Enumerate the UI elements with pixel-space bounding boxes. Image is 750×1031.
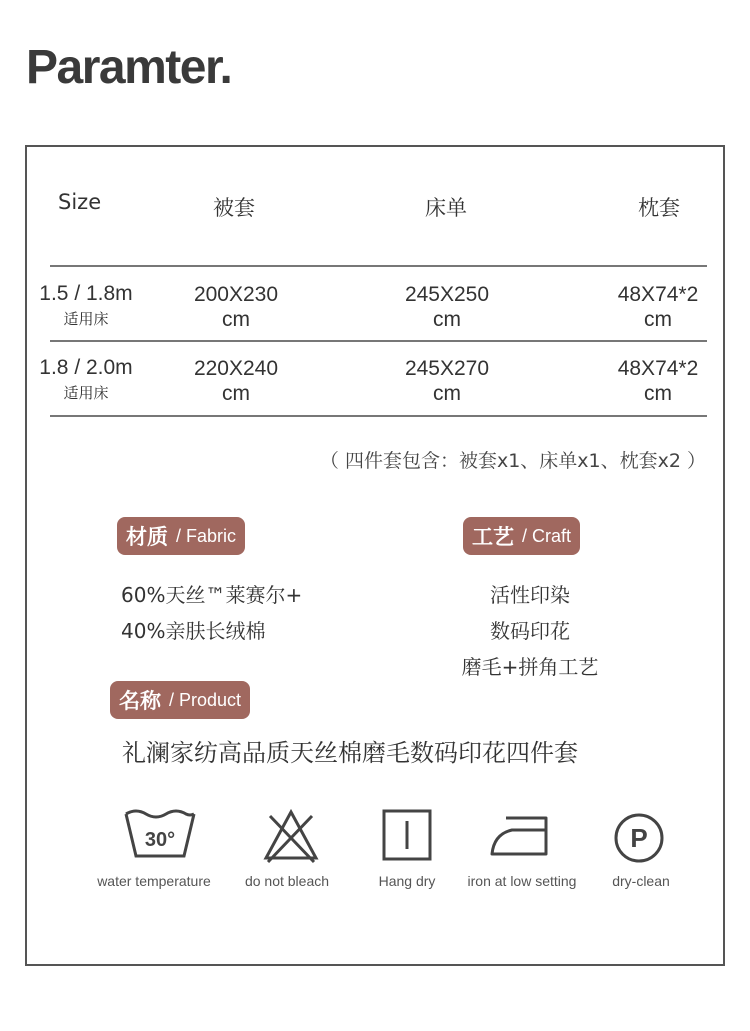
cell-value: 245X270 (404, 357, 490, 380)
craft-line: 数码印花 (490, 619, 570, 643)
fabric-label-zh: 材质 (126, 525, 168, 549)
table-row-size (34, 356, 138, 403)
fabric-line: 60%天丝™莱赛尔+ (121, 583, 303, 607)
header-duvet: 被套 (213, 196, 255, 220)
dry-clean-icon (612, 811, 666, 865)
table-divider (50, 340, 707, 342)
product-name: 礼澜家纺高品质天丝棉磨毛数码印花四件套 (122, 739, 578, 767)
cell-unit: cm (433, 308, 461, 331)
fabric-label-en: / Fabric (176, 525, 237, 546)
sheet-size-cell (387, 282, 507, 332)
pillow-size-cell (598, 356, 718, 406)
sheet-size-cell (387, 356, 507, 406)
table-divider (50, 415, 707, 417)
cell-value: 200X230 (193, 283, 279, 306)
page-title: Paramter. (26, 41, 232, 94)
cell-value: 48X74*2 (617, 283, 699, 306)
product-label-zh: 名称 (119, 689, 161, 713)
wash-30-icon (122, 806, 198, 864)
care-label-dry-clean: dry-clean (612, 873, 670, 889)
cell-value: 220X240 (193, 357, 279, 380)
iron-low-icon (488, 812, 552, 858)
cell-unit: cm (644, 382, 672, 405)
hang-dry-icon (382, 809, 432, 861)
cell-unit: cm (644, 308, 672, 331)
size-value: 1.5 / 1.8m (39, 282, 133, 305)
craft-label-en: / Craft (522, 525, 572, 546)
care-label-do-not-bleach: do not bleach (244, 873, 330, 889)
pillow-size-cell (598, 282, 718, 332)
care-label-water-temperature: water temperature (97, 873, 211, 889)
cell-value: 48X74*2 (617, 357, 699, 380)
cell-value: 245X250 (404, 283, 490, 306)
fabric-line: 40%亲肤长绒棉 (121, 619, 266, 643)
header-size: Size (58, 190, 102, 214)
fabric-badge (117, 517, 245, 555)
cell-unit: cm (433, 382, 461, 405)
table-row-size (34, 282, 138, 329)
header-sheet: 床单 (425, 196, 467, 220)
craft-badge (463, 517, 580, 555)
no-bleach-icon (262, 808, 320, 864)
product-badge (110, 681, 250, 719)
duvet-size-cell (176, 282, 296, 332)
size-note: 适用床 (63, 384, 109, 402)
cell-unit: cm (222, 308, 250, 331)
care-label-hang-dry: Hang dry (378, 873, 436, 889)
duvet-size-cell (176, 356, 296, 406)
size-value: 1.8 / 2.0m (39, 356, 133, 379)
set-contents-note: （ 四件套包含：被套x1、床单x1、枕套x2 ） (319, 450, 706, 472)
craft-details (430, 577, 630, 685)
wash-temp-text: 30° (144, 829, 176, 851)
header-pillow: 枕套 (638, 196, 680, 220)
dry-clean-letter: P (630, 823, 648, 853)
care-label-iron-low: iron at low setting (467, 873, 577, 889)
fabric-details (121, 577, 302, 649)
size-note: 适用床 (63, 310, 109, 328)
craft-line: 磨毛+拼角工艺 (461, 655, 599, 679)
table-divider (50, 265, 707, 267)
craft-label-zh: 工艺 (472, 525, 514, 549)
craft-line: 活性印染 (490, 583, 570, 607)
product-label-en: / Product (169, 689, 242, 710)
cell-unit: cm (222, 382, 250, 405)
